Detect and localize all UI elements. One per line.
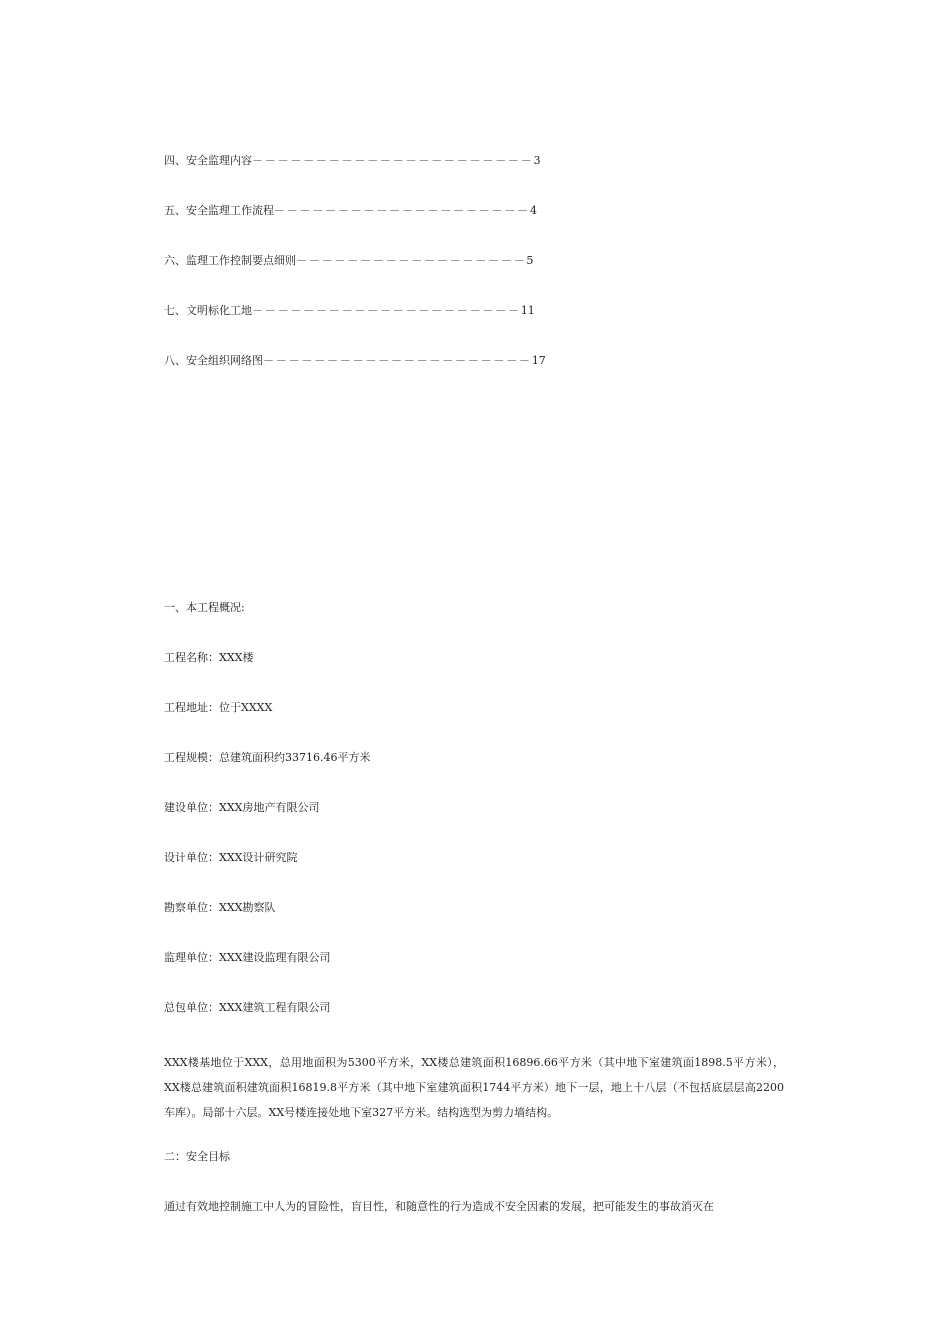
toc-entry-title: 六、监理工作控制要点细则	[164, 254, 296, 267]
toc-page-number: 4	[530, 204, 537, 217]
section-heading: 二：安全目标	[164, 1150, 230, 1163]
contractor-unit: 总包单位：XXX建筑工程有限公司	[164, 1001, 331, 1014]
toc-page-number: 5	[526, 254, 534, 267]
project-description: XXX楼基地位于XXX，总用地面积为5300平方米，XX楼总建筑面积16896.66平方米（其中地下室建筑面1898.5平方米），XX楼总建筑面积建筑面积16819.8平方米（其中地下室建筑面积1744平方米）地下一层，地上十八层（不包括底层层高2200车库）。局部十六层。XX号楼连接处地下室327平方米。结构选型为剪力墙结构。	[164, 1056, 784, 1119]
supervision-unit: 监理单位：XXX建设监理有限公司	[164, 951, 331, 964]
toc-page-number: 11	[520, 304, 535, 317]
section-heading: 一、本工程概况:	[164, 601, 245, 614]
toc-leader-dots: －－－－－－－－－－－－－－－－－－	[296, 254, 527, 267]
developer-unit: 建设单位：XXX房地产有限公司	[164, 801, 320, 814]
toc-leader-dots: －－－－－－－－－－－－－－－－－－－－－	[263, 354, 532, 367]
toc-entry-title: 四、安全监理内容	[164, 154, 252, 167]
toc-entry	[164, 353, 584, 369]
project-name: 工程名称：XXX楼	[164, 651, 254, 664]
design-unit: 设计单位：XXX设计研究院	[164, 851, 298, 864]
survey-unit: 勘察单位：XXX勘察队	[164, 901, 276, 914]
toc-page-number: 17	[531, 354, 546, 367]
toc-entry	[164, 253, 584, 269]
safety-goal-text: 通过有效地控制施工中人为的冒险性，盲目性，和随意性的行为造成不安全因素的发展，把可能发生的事故消灭在	[164, 1200, 714, 1213]
toc-leader-dots: －－－－－－－－－－－－－－－－－－－－	[274, 204, 530, 217]
toc-leader-dots: －－－－－－－－－－－－－－－－－－－－－－	[252, 154, 534, 167]
toc-leader-dots: －－－－－－－－－－－－－－－－－－－－－	[252, 304, 521, 317]
table-of-contents	[164, 153, 584, 403]
toc-entry	[164, 153, 584, 169]
toc-page-number: 3	[533, 154, 541, 167]
project-scale: 工程规模：总建筑面积约33716.46平方米	[164, 751, 371, 764]
toc-entry	[164, 303, 584, 319]
toc-entry-title: 七、文明标化工地	[164, 304, 252, 317]
project-address: 工程地址：位于XXXX	[164, 701, 273, 714]
toc-entry-title: 五、安全监理工作流程	[164, 204, 274, 217]
toc-entry-title: 八、安全组织网络图	[164, 354, 263, 367]
document-body	[164, 600, 784, 1249]
toc-entry	[164, 203, 584, 219]
